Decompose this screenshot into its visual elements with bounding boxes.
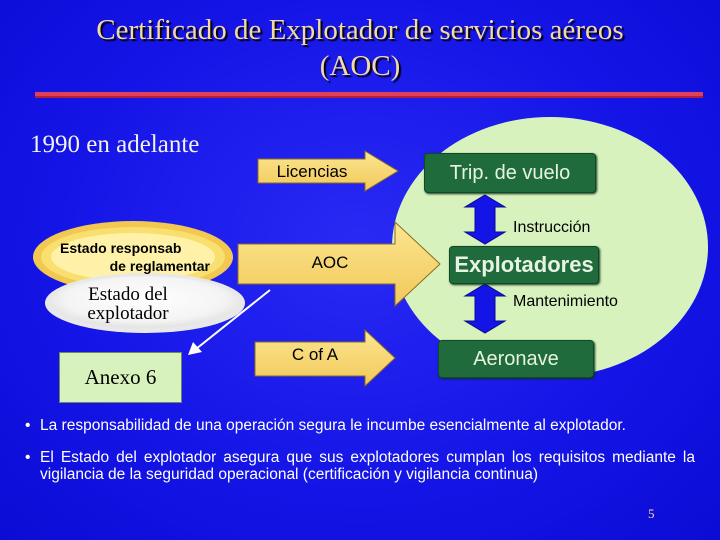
- operators-box: Explotadores: [449, 246, 599, 284]
- aoc-label: AOC: [311, 253, 349, 272]
- page-number: 5: [648, 506, 655, 521]
- state-regulator-text: [60, 239, 210, 275]
- state-operator-text: [78, 285, 178, 323]
- cofa-label: C of A: [291, 345, 339, 364]
- instruccion-double-arrow: [465, 195, 505, 244]
- bullet-text-2: El Estado del explotador asegura que sus explotadores cumplan los requisitos mediante la vigilancia de la seguridad operacional (certificación y vigilancia continua): [40, 448, 695, 483]
- instruccion-label: Instrucción: [513, 219, 591, 236]
- state-operator-line-1: Estado del: [88, 284, 168, 305]
- period-label: 1990 en adelante: [30, 131, 200, 158]
- bullet-symbol: •: [25, 417, 31, 434]
- bullet-item-2: [25, 449, 695, 484]
- title-line-1: Certificado de Explotador de servicios aéreos: [96, 14, 624, 46]
- bullet-symbol: •: [25, 448, 31, 466]
- state-operator-line-2: explotador: [87, 303, 169, 324]
- bullet-text-1: La responsabilidad de una operación segura le incumbe esencialmente al explotador.: [40, 417, 626, 434]
- bullet-item-1: [25, 417, 695, 435]
- licencias-label: Licencias: [276, 162, 348, 181]
- bullet-list: [25, 417, 695, 498]
- aircraft-box: Aeronave: [438, 340, 594, 378]
- annex-6-box: Anexo 6: [59, 352, 182, 403]
- state-regulator-line-2: de reglamentar: [109, 258, 210, 274]
- state-regulator-line-1: Estado responsab: [60, 240, 182, 256]
- flight-crew-box: Trip. de vuelo: [424, 153, 596, 193]
- title-line-2: (AOC): [319, 50, 401, 82]
- mantenimiento-label: Mantenimiento: [513, 293, 618, 310]
- mantenimiento-double-arrow: [465, 284, 505, 333]
